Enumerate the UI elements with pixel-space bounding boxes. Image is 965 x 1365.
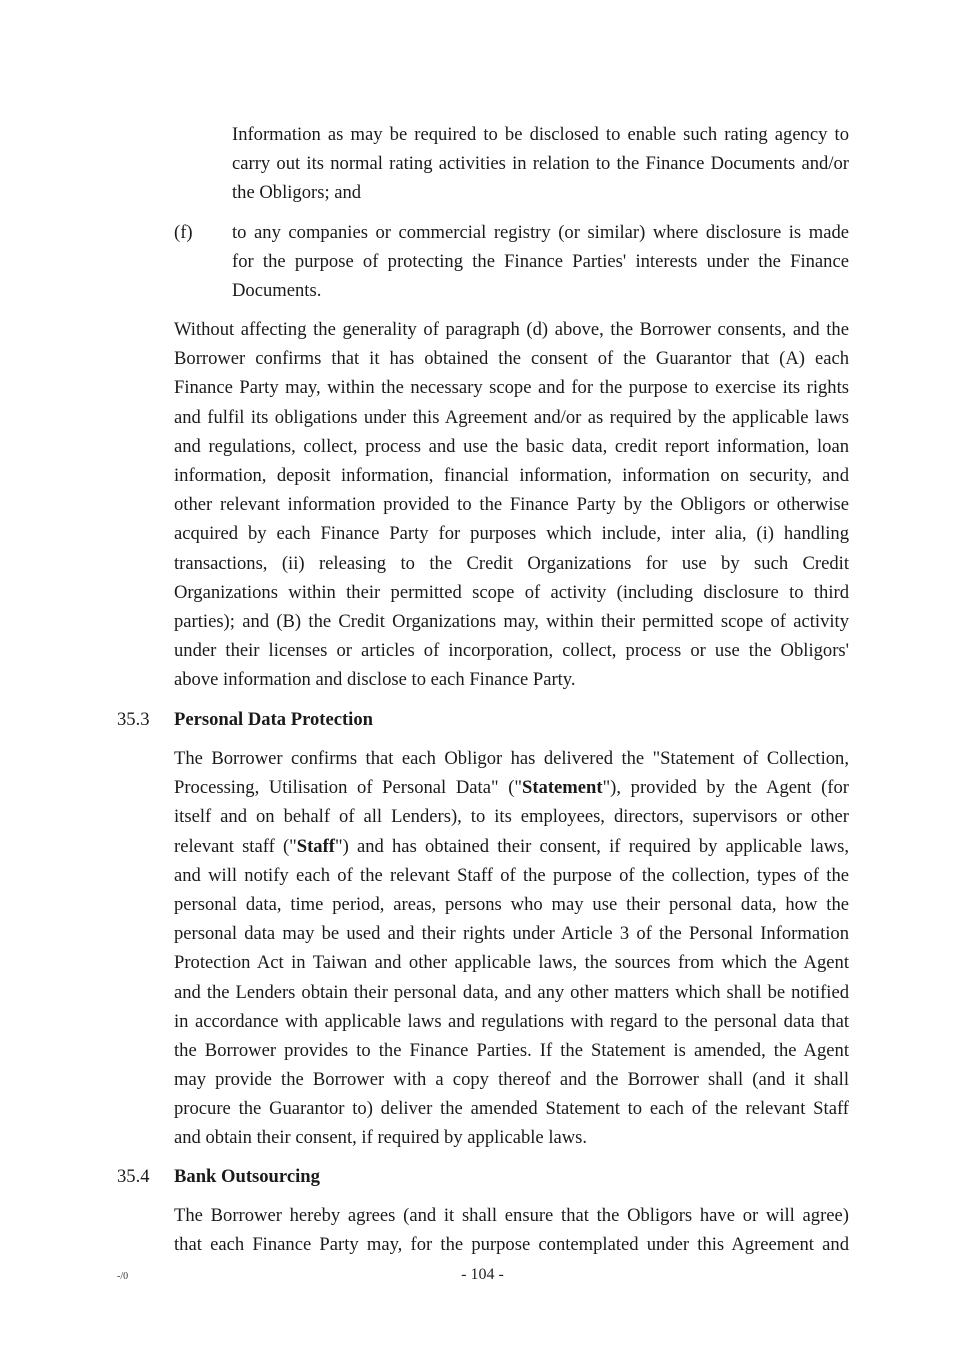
text-line: Borrower confirms that it has obtained the consent of the Guarantor that (A) each xyxy=(174,348,849,370)
text-fragment: Processing, Utilisation of Personal Data" (" xyxy=(174,777,523,799)
footer-reference: -/0 xyxy=(117,1271,129,1282)
text-line: and fulfil its obligations under this Agreement and/or as required by the applicable laws xyxy=(174,406,849,428)
continuation-paragraph xyxy=(232,120,849,208)
text-line: information, deposit information, financial information, information on security, and xyxy=(174,464,849,486)
item-f-paragraph xyxy=(232,218,849,306)
text-line: and regulations, collect, process and use the basic data, credit report information, loan xyxy=(174,435,849,457)
defined-term-statement: Statement xyxy=(522,777,603,799)
text-line: and the Lenders obtain their personal data, and any other matters which shall be notified xyxy=(174,981,849,1003)
text-line: itself and on behalf of all Lenders), to its employees, directors, supervisors or other xyxy=(174,806,849,828)
text-line: Documents. xyxy=(232,280,322,302)
text-line: that each Finance Party may, for the purpose contemplated under this Agreement and xyxy=(174,1234,849,1256)
section-35-3-paragraph xyxy=(174,744,849,1153)
section-35-3-number: 35.3 xyxy=(117,709,150,730)
text-line: Protection Act in Taiwan and other applicable laws, the sources from which the Agent xyxy=(174,952,849,974)
text-line: Finance Party may, within the necessary scope and for the purpose to exercise its rights xyxy=(174,377,849,399)
text-line: other relevant information provided to the Finance Party by the Obligors or otherwise xyxy=(174,494,849,516)
text-line: personal data may be used and their rights under Article 3 of the Personal Information xyxy=(174,923,849,945)
text-line: procure the Guarantor to) deliver the amended Statement to each of the relevant Staff xyxy=(174,1098,849,1120)
text-line: the Obligors; and xyxy=(232,182,362,204)
section-35-4-number: 35.4 xyxy=(117,1166,150,1187)
text-line xyxy=(174,832,849,861)
text-line: Without affecting the generality of paragraph (d) above, the Borrower consents, and the xyxy=(174,319,849,340)
text-line xyxy=(174,773,849,802)
text-line: Organizations within their permitted scope of activity (including disclosure to third xyxy=(174,581,849,603)
text-line: may provide the Borrower with a copy thereof and the Borrower shall (and it shall xyxy=(174,1069,849,1091)
text-line: personal data, time period, areas, persons who may use their personal data, how the xyxy=(174,893,849,915)
text-line: Information as may be required to be disclosed to enable such rating agency to xyxy=(232,124,849,145)
defined-term-staff: Staff xyxy=(296,835,335,857)
text-line: to any companies or commercial registry (or similar) where disclosure is made xyxy=(232,222,849,243)
text-line: the Borrower provides to the Finance Parties. If the Statement is amended, the Agent xyxy=(174,1039,849,1061)
text-line: transactions, (ii) releasing to the Credit Organizations for use by such Credit xyxy=(174,552,849,574)
text-line: for the purpose of protecting the Finance Parties' interests under the Finance xyxy=(232,251,849,273)
page-number: - 104 - xyxy=(461,1266,504,1283)
text-line: under their licenses or articles of incorporation, collect, process or use the Obligors' xyxy=(174,640,849,662)
text-line: parties); and (B) the Credit Organizations may, within their permitted scope of activity xyxy=(174,610,849,632)
item-f-label: (f) xyxy=(174,222,193,243)
text-line: carry out its normal rating activities in relation to the Finance Documents and/or xyxy=(232,153,849,175)
text-line: The Borrower hereby agrees (and it shall ensure that the Obligors have or will agree) xyxy=(174,1205,849,1226)
section-35-4-paragraph xyxy=(174,1201,849,1259)
text-line: The Borrower confirms that each Obligor has delivered the "Statement of Collection, xyxy=(174,748,849,769)
text-fragment: ") and has obtained their consent, if required by applicable laws, xyxy=(334,835,849,857)
section-35-4-title: Bank Outsourcing xyxy=(174,1166,320,1187)
consent-paragraph xyxy=(174,315,849,694)
section-35-3-title: Personal Data Protection xyxy=(174,709,373,730)
text-line: acquired by each Finance Party for purposes which include, inter alia, (i) handling xyxy=(174,523,849,545)
text-fragment: "), provided by the Agent (for xyxy=(602,777,849,799)
text-fragment: relevant staff (" xyxy=(174,835,297,857)
text-line: and will notify each of the relevant Staff of the purpose of the collection, types of the xyxy=(174,864,849,886)
text-line: and obtain their consent, if required by applicable laws. xyxy=(174,1127,588,1149)
text-line: in accordance with applicable laws and regulations with regard to the personal data that xyxy=(174,1010,849,1032)
text-line: above information and disclose to each Finance Party. xyxy=(174,669,576,691)
